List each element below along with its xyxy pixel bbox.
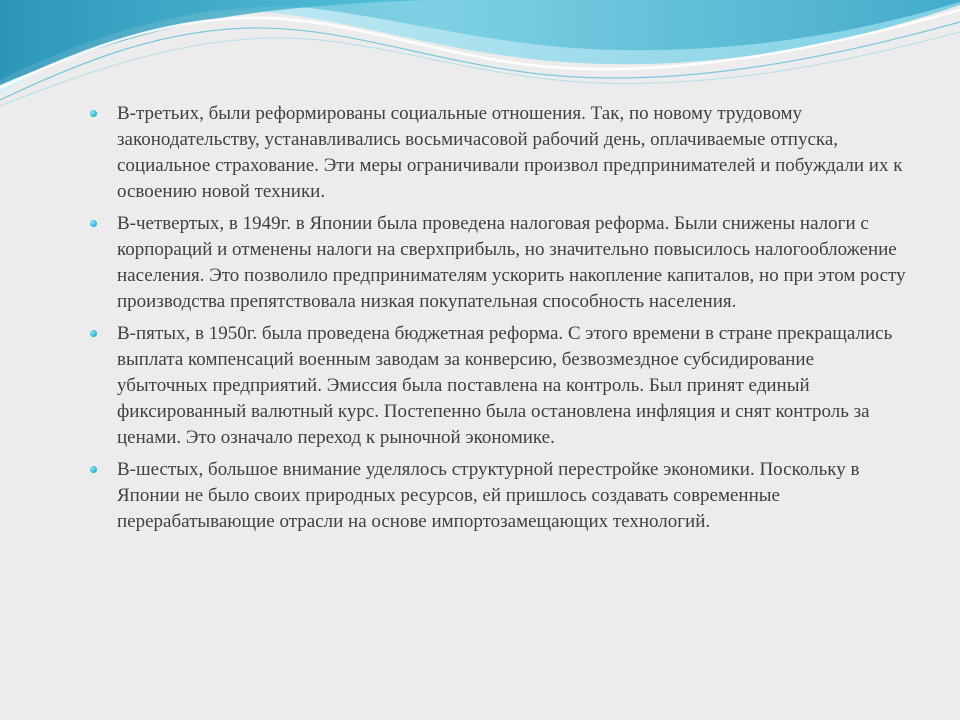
- bullet-item: [88, 101, 908, 205]
- bullet-item: [88, 321, 908, 451]
- bullet-dot-icon: [90, 330, 97, 337]
- bullet-item: [88, 211, 908, 315]
- bullet-text: В-третьих, были реформированы социальные отношения. Так, по новому трудовому законодательству, устанавливались восьмичасовой рабочий день, оплачиваемые отпуска, социальное страхование. Эти меры ограничивали произвол предпринимателей и побуждали их к освоению новой техники.: [117, 103, 903, 202]
- bullet-list: [88, 101, 908, 541]
- bullet-dot-icon: [90, 110, 97, 117]
- bullet-dot-icon: [90, 220, 97, 227]
- bullet-text: В-шестых, большое внимание уделялось структурной перестройке экономики. Поскольку в Японии не было своих природных ресурсов, ей пришлось создавать современные перерабатывающие отрасли на основе импортозамещающих технологий.: [117, 459, 860, 532]
- bullet-text: В-четвертых, в 1949г. в Японии была проведена налоговая реформа. Были снижены налоги с корпораций и отменены налоги на сверхприбыль, но значительно повысилось налогообложение населения. Это позволило предпринимателям ускорить накопление капиталов, но при этом росту производства препятствовала низкая покупательная способность населения.: [117, 213, 906, 312]
- bullet-dot-icon: [90, 466, 97, 473]
- bullet-item: [88, 457, 908, 535]
- bullet-text: В-пятых, в 1950г. была проведена бюджетная реформа. С этого времени в стране прекращались выплата компенсаций военным заводам за конверсию, безвозмездное субсидирование убыточных предприятий. Эмиссия была поставлена на контроль. Был принят единый фиксированный валютный курс. Постепенно была остановлена инфляция и снят контроль за ценами. Это означало переход к рыночной экономике.: [117, 323, 893, 448]
